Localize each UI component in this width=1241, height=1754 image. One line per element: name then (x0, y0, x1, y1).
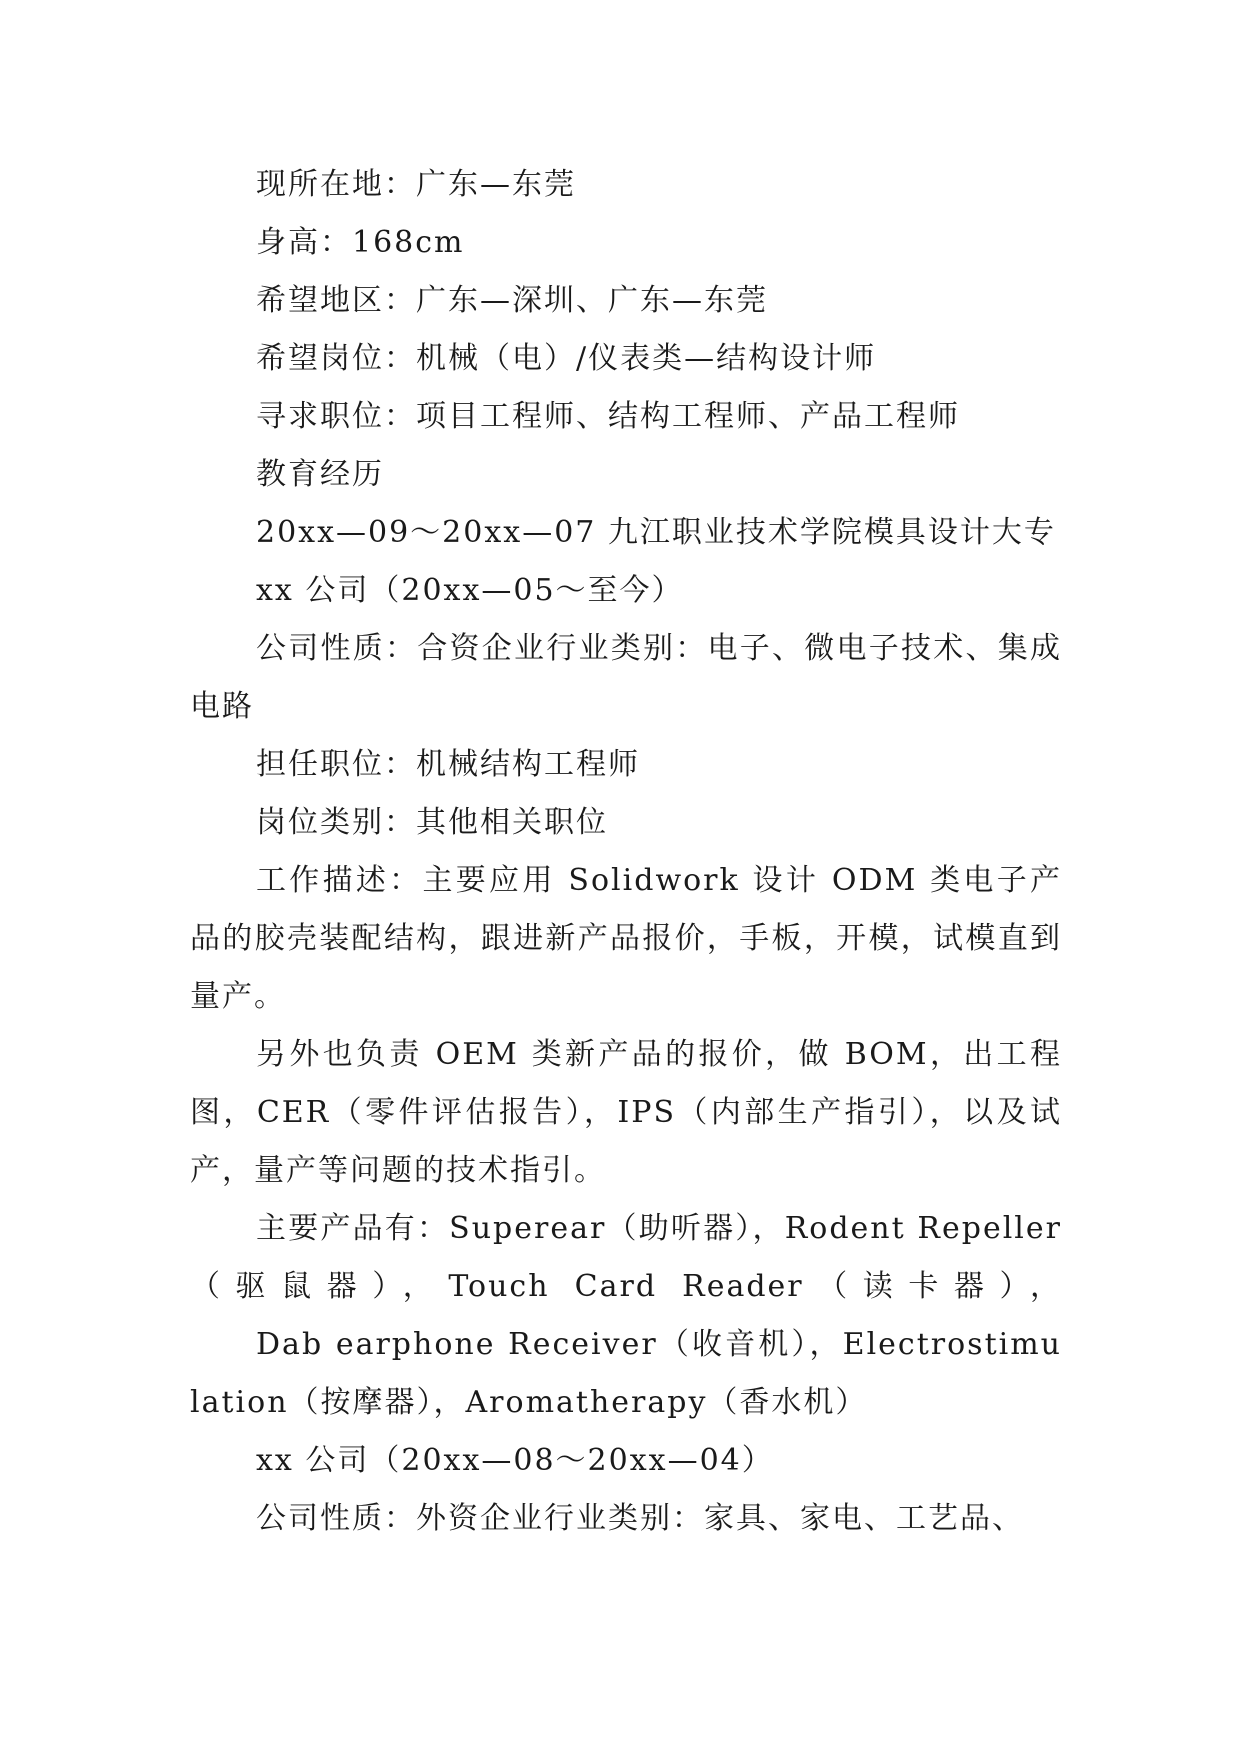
paragraph-company-1-nature: 公司性质：合资企业行业类别：电子、微电子技术、集成电路 (190, 631, 1062, 724)
paragraph-education-heading: 教育经历 (256, 457, 384, 492)
paragraph-company-2-nature: 公司性质：外资企业行业类别：家具、家电、工艺品、 (256, 1501, 1024, 1536)
paragraph-company-2: xx 公司（20xx—08～20xx—04） (256, 1443, 774, 1478)
paragraph-desired-region: 希望地区：广东—深圳、广东—东莞 (256, 283, 768, 318)
paragraph-seeking-roles: 寻求职位：项目工程师、结构工程师、产品工程师 (256, 399, 960, 434)
document-body (190, 156, 1062, 1548)
paragraph-main-products: 主要产品有：Superear（助听器），Rodent Repeller（驱鼠器），Touch Card Reader（读卡器）， (190, 1211, 1062, 1304)
paragraph-desired-position: 希望岗位：机械（电）/仪表类—结构设计师 (256, 341, 877, 376)
paragraph-education-entry: 20xx—09～20xx—07 九江职业技术学院模具设计大专 (256, 515, 1056, 550)
paragraph-more-products: Dab earphone Receiver（收音机），Electrostimulation（按摩器），Aromatherapy（香水机） (190, 1327, 1062, 1420)
paragraph-location: 现所在地：广东—东莞 (256, 167, 576, 202)
paragraph-height: 身高：168cm (256, 225, 465, 260)
paragraph-company-1-category: 岗位类别：其他相关职位 (256, 805, 608, 840)
paragraph-work-description: 工作描述：主要应用 Solidwork 设计 ODM 类电子产品的胶壳装配结构，跟进新产品报价，手板，开模，试模直到量产。 (190, 863, 1062, 1014)
paragraph-company-1: xx 公司（20xx—05～至今） (256, 573, 684, 608)
paragraph-company-1-title: 担任职位：机械结构工程师 (256, 747, 640, 782)
paragraph-oem-duties: 另外也负责 OEM 类新产品的报价，做 BOM，出工程图，CER（零件评估报告），IPS（内部生产指引），以及试产，量产等问题的技术指引。 (190, 1037, 1062, 1188)
